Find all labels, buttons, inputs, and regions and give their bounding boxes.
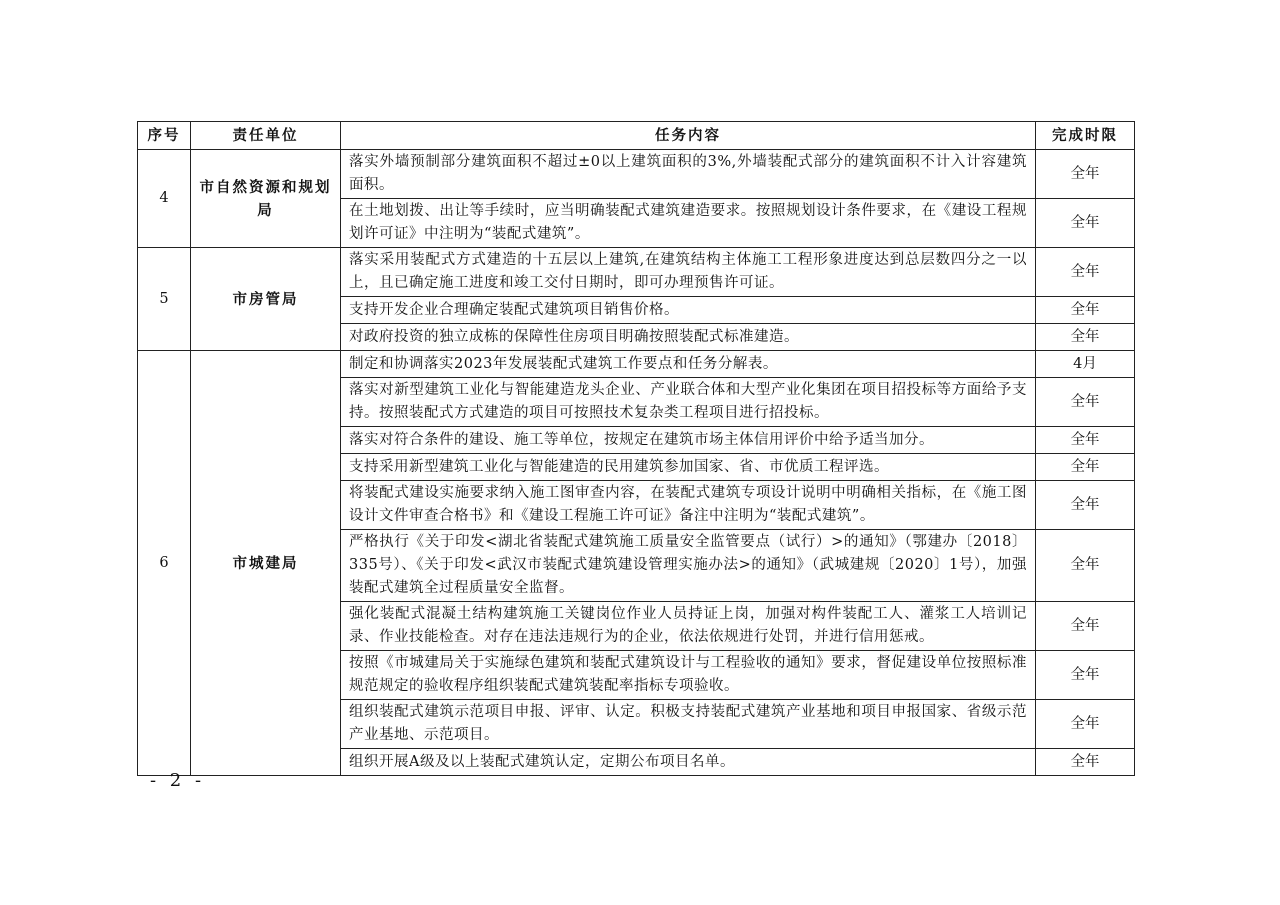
task-content: 制定和协调落实2023年发展装配式建筑工作要点和任务分解表。	[341, 351, 1036, 378]
task-content: 落实对符合条件的建设、施工等单位，按规定在建筑市场主体信用评价中给予适当加分。	[341, 427, 1036, 454]
task-content: 在土地划拨、出让等手续时，应当明确装配式建筑建造要求。按照规划设计条件要求，在《建设工程规划许可证》中注明为“装配式建筑”。	[341, 199, 1036, 248]
deadline: 全年	[1036, 651, 1135, 700]
task-content: 对政府投资的独立成栋的保障性住房项目明确按照装配式标准建造。	[341, 324, 1036, 351]
header-no: 序号	[138, 122, 191, 150]
row-number: 5	[138, 248, 191, 351]
deadline: 全年	[1036, 454, 1135, 481]
task-content: 强化装配式混凝土结构建筑施工关键岗位作业人员持证上岗，加强对构件装配工人、灌浆工人培训记录、作业技能检查。对存在违法违规行为的企业，依法依规进行处罚，并进行信用惩戒。	[341, 602, 1036, 651]
row-number: 4	[138, 150, 191, 248]
deadline: 全年	[1036, 297, 1135, 324]
deadline: 全年	[1036, 602, 1135, 651]
table-row	[138, 248, 1135, 297]
task-content: 支持采用新型建筑工业化与智能建造的民用建筑参加国家、省、市优质工程评选。	[341, 454, 1036, 481]
table-row	[138, 351, 1135, 378]
table-row	[138, 150, 1135, 199]
header-content: 任务内容	[341, 122, 1036, 150]
deadline: 全年	[1036, 427, 1135, 454]
task-content: 组织装配式建筑示范项目申报、评审、认定。积极支持装配式建筑产业基地和项目申报国家、省级示范产业基地、示范项目。	[341, 700, 1036, 749]
task-content: 落实采用装配式方式建造的十五层以上建筑,在建筑结构主体施工工程形象进度达到总层数四分之一以上，且已确定施工进度和竣工交付日期时，即可办理预售许可证。	[341, 248, 1036, 297]
task-content: 组织开展A级及以上装配式建筑认定，定期公布项目名单。	[341, 749, 1036, 776]
deadline: 全年	[1036, 700, 1135, 749]
responsible-unit: 市城建局	[191, 351, 341, 776]
deadline: 全年	[1036, 324, 1135, 351]
table-header-row	[138, 122, 1135, 150]
task-content: 落实外墙预制部分建筑面积不超过±0以上建筑面积的3%,外墙装配式部分的建筑面积不计入计容建筑面积。	[341, 150, 1036, 199]
responsible-unit: 市房管局	[191, 248, 341, 351]
task-content: 按照《市城建局关于实施绿色建筑和装配式建筑设计与工程验收的通知》要求，督促建设单位按照标准规范规定的验收程序组织装配式建筑装配率指标专项验收。	[341, 651, 1036, 700]
deadline: 4月	[1036, 351, 1135, 378]
deadline: 全年	[1036, 378, 1135, 427]
deadline: 全年	[1036, 248, 1135, 297]
row-number: 6	[138, 351, 191, 776]
header-unit: 责任单位	[191, 122, 341, 150]
deadline: 全年	[1036, 150, 1135, 199]
deadline: 全年	[1036, 199, 1135, 248]
task-content: 落实对新型建筑工业化与智能建造龙头企业、产业联合体和大型产业化集团在项目招投标等方面给予支持。按照装配式方式建造的项目可按照技术复杂类工程项目进行招投标。	[341, 378, 1036, 427]
header-time: 完成时限	[1036, 122, 1135, 150]
task-content: 严格执行《关于印发<湖北省装配式建筑施工质量安全监管要点（试行）>的通知》（鄂建办〔2018〕335号）、《关于印发<武汉市装配式建筑建设管理实施办法>的通知》（武城建规〔2020〕1号），加强装配式建筑全过程质量安全监督。	[341, 530, 1036, 602]
task-table	[137, 121, 1135, 776]
deadline: 全年	[1036, 481, 1135, 530]
deadline: 全年	[1036, 749, 1135, 776]
task-content: 将装配式建设实施要求纳入施工图审查内容，在装配式建筑专项设计说明中明确相关指标，在《施工图设计文件审查合格书》和《建设工程施工许可证》备注中注明为“装配式建筑”。	[341, 481, 1036, 530]
responsible-unit: 市自然资源和规划局	[191, 150, 341, 248]
deadline: 全年	[1036, 530, 1135, 602]
task-content: 支持开发企业合理确定装配式建筑项目销售价格。	[341, 297, 1036, 324]
page-number: - 2 -	[150, 770, 206, 791]
